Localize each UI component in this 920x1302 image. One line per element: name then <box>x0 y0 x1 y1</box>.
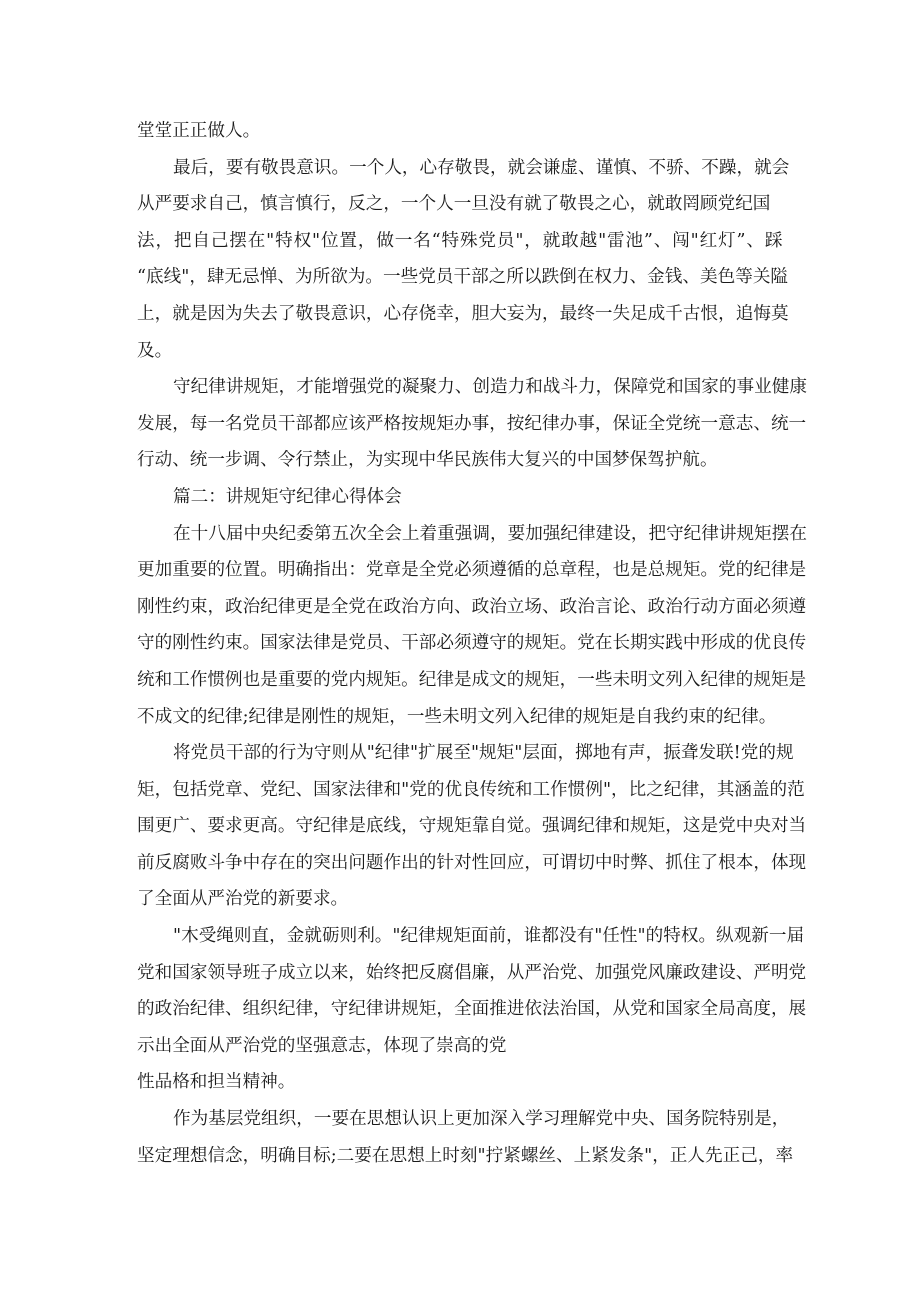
text-line: 矩 ， 包 括 党 章 、 党 纪 、 国 家 法 律 和 " 党 的 优 良 传 统 和 工 作 惯 例 " ， 比 之 纪 律 ， 其 涵 盖 的 范 <box>137 779 805 800</box>
text-line: 不成文的纪律;纪律是刚性的规矩，一些未明文列入纪律的规矩是自我约束的纪律。 <box>137 706 777 727</box>
text-line: 前 反 腐 败 斗 争 中 存 在 的 突 出 问 题 作 出 的 针 对 性 回 应 ， 可 谓 切 中 时 弊 、 抓 住 了 根 本 ， 体 现 <box>137 852 807 873</box>
text-line: 在 十 八 届 中 央 纪 委 第 五 次 全 会 上 着 重 强 调 ， 要 加 强 纪 律 建 设 ， 把 守 纪 律 讲 规 矩 摆 在 <box>173 523 807 544</box>
text-line: “ 底 线 " ， 肆 无 忌 惮 、 为 所 欲 为 。 一 些 党 员 干 部 之 所 以 跌 倒 在 权 力 、 金 钱 、 美 色 等 关 隘 <box>137 267 789 288</box>
text-line: 上 ， 就 是 因 为 失 去 了 敬 畏 意 识 ， 心 存 侥 幸 ， 胆 大 妄 为 ， 最 终 一 失 足 成 千 古 恨 ， 追 悔 莫 <box>137 303 789 324</box>
text-line: 刚 性 约 束 ， 政 治 纪 律 更 是 全 党 在 政 治 方 向 、 政 治 立 场 、 政 治 言 论 、 政 治 行 动 方 面 必 须 遵 <box>137 596 807 617</box>
text-line: 堂堂正正做人。 <box>137 121 261 141</box>
text-line: 性品格和担当精神。 <box>137 1072 296 1093</box>
text-line: 守 的 刚 性 约 束 。 国 家 法 律 是 党 员 、 干 部 必 须 遵 守 的 规 矩 。 党 在 长 期 实 践 中 形 成 的 优 良 传 <box>137 633 807 654</box>
text-line: 发 展 ， 每 一 名 党 员 干 部 都 应 该 严 格 按 规 矩 办 事 ， 按 纪 律 办 事 ， 保 证 全 党 统 一 意 志 、 统 一 <box>137 413 807 434</box>
text-line: 及。 <box>137 340 173 361</box>
text-line: 坚 定 理 想 信 念 ， 明 确 目 标 ; 二 要 在 思 想 上 时 刻 " 拧 紧 螺 丝 、 上 紧 发 条 " ， 正 人 先 正 己 ， 率 <box>137 1145 794 1166</box>
text-line: 党 和 国 家 领 导 班 子 成 立 以 来 ， 始 终 把 反 腐 倡 廉 ， 从 严 治 党 、 加 强 党 风 廉 政 建 设 、 严 明 党 <box>137 962 807 983</box>
text-line: 围 更 广 、 要 求 更 高 。 守 纪 律 是 底 线 ， 守 规 矩 靠 自 觉 。 强 调 纪 律 和 规 矩 ， 这 是 党 中 央 对 当 <box>137 816 807 837</box>
text-line: 守 纪 律 讲 规 矩 ， 才 能 增 强 党 的 凝 聚 力 、 创 造 力 和 战 斗 力 ， 保 障 党 和 国 家 的 事 业 健 康 <box>173 377 807 398</box>
document-page <box>137 113 807 1174</box>
text-line: 从严要求自己，慎言慎行，反之，一个人一旦没有就了敬畏之心，就敢罔顾党纪国 <box>137 194 771 215</box>
text-line: 法 ， 把 自 己 摆 在 " 特 权 " 位 置 ， 做 一 名 “ 特 殊 党 员 " ， 就 敢 越 " 雷 池 ” 、 闯 " 红 灯 ” 、 踩 <box>137 230 783 251</box>
text-line: 最 后 ， 要 有 敬 畏 意 识 。 一 个 人 ， 心 存 敬 畏 ， 就 会 谦 虚 、 谨 慎 、 不 骄 、 不 躁 ， 就 会 <box>173 157 790 178</box>
text-line: 将 党 员 干 部 的 行 为 守 则 从 " 纪 律 " 扩 展 至 " 规 矩 " 层 面 ， 掷 地 有 声 ， 振 聋 发 联 ! 党 的 规 <box>173 743 794 764</box>
text-line: 篇二：讲规矩守纪律心得体会 <box>173 486 402 507</box>
text-line: 了全面从严治党的新要求。 <box>137 889 349 910</box>
text-line: 示出全面从严治党的坚强意志，体现了崇高的党 <box>137 1035 507 1056</box>
text-line: 作 为 基 层 党 组 织 ， 一 要 在 思 想 认 识 上 更 加 深 入 学 习 理 解 党 中 央 、 国 务 院 特 别 是 ， <box>173 1109 790 1130</box>
text-line: " 木 受 绳 则 直 ， 金 就 砺 则 利 。 " 纪 律 规 矩 面 前 ， 谁 都 没 有 " 任 性 " 的 特 权 。 纵 观 新 一 届 <box>173 926 805 947</box>
text-line: 统 和 工 作 惯 例 也 是 重 要 的 党 内 规 矩 。 纪 律 是 成 文 的 规 矩 ， 一 些 未 明 文 列 入 纪 律 的 规 矩 是 <box>137 669 807 690</box>
text-line: 行动、统一步调、令行禁止，为实现中华民族伟大复兴的中国梦保驾护航。 <box>137 450 718 471</box>
text-line: 更 加 重 要 的 位 置 。 明 确 指 出 ： 党 章 是 全 党 必 须 遵 循 的 总 章 程 ， 也 是 总 规 矩 。 党 的 纪 律 是 <box>137 560 807 581</box>
text-line: 的 政 治 纪 律 、 组 织 纪 律 ， 守 纪 律 讲 规 矩 ， 全 面 推 进 依 法 治 国 ， 从 党 和 国 家 全 局 高 度 ， 展 <box>137 999 807 1020</box>
